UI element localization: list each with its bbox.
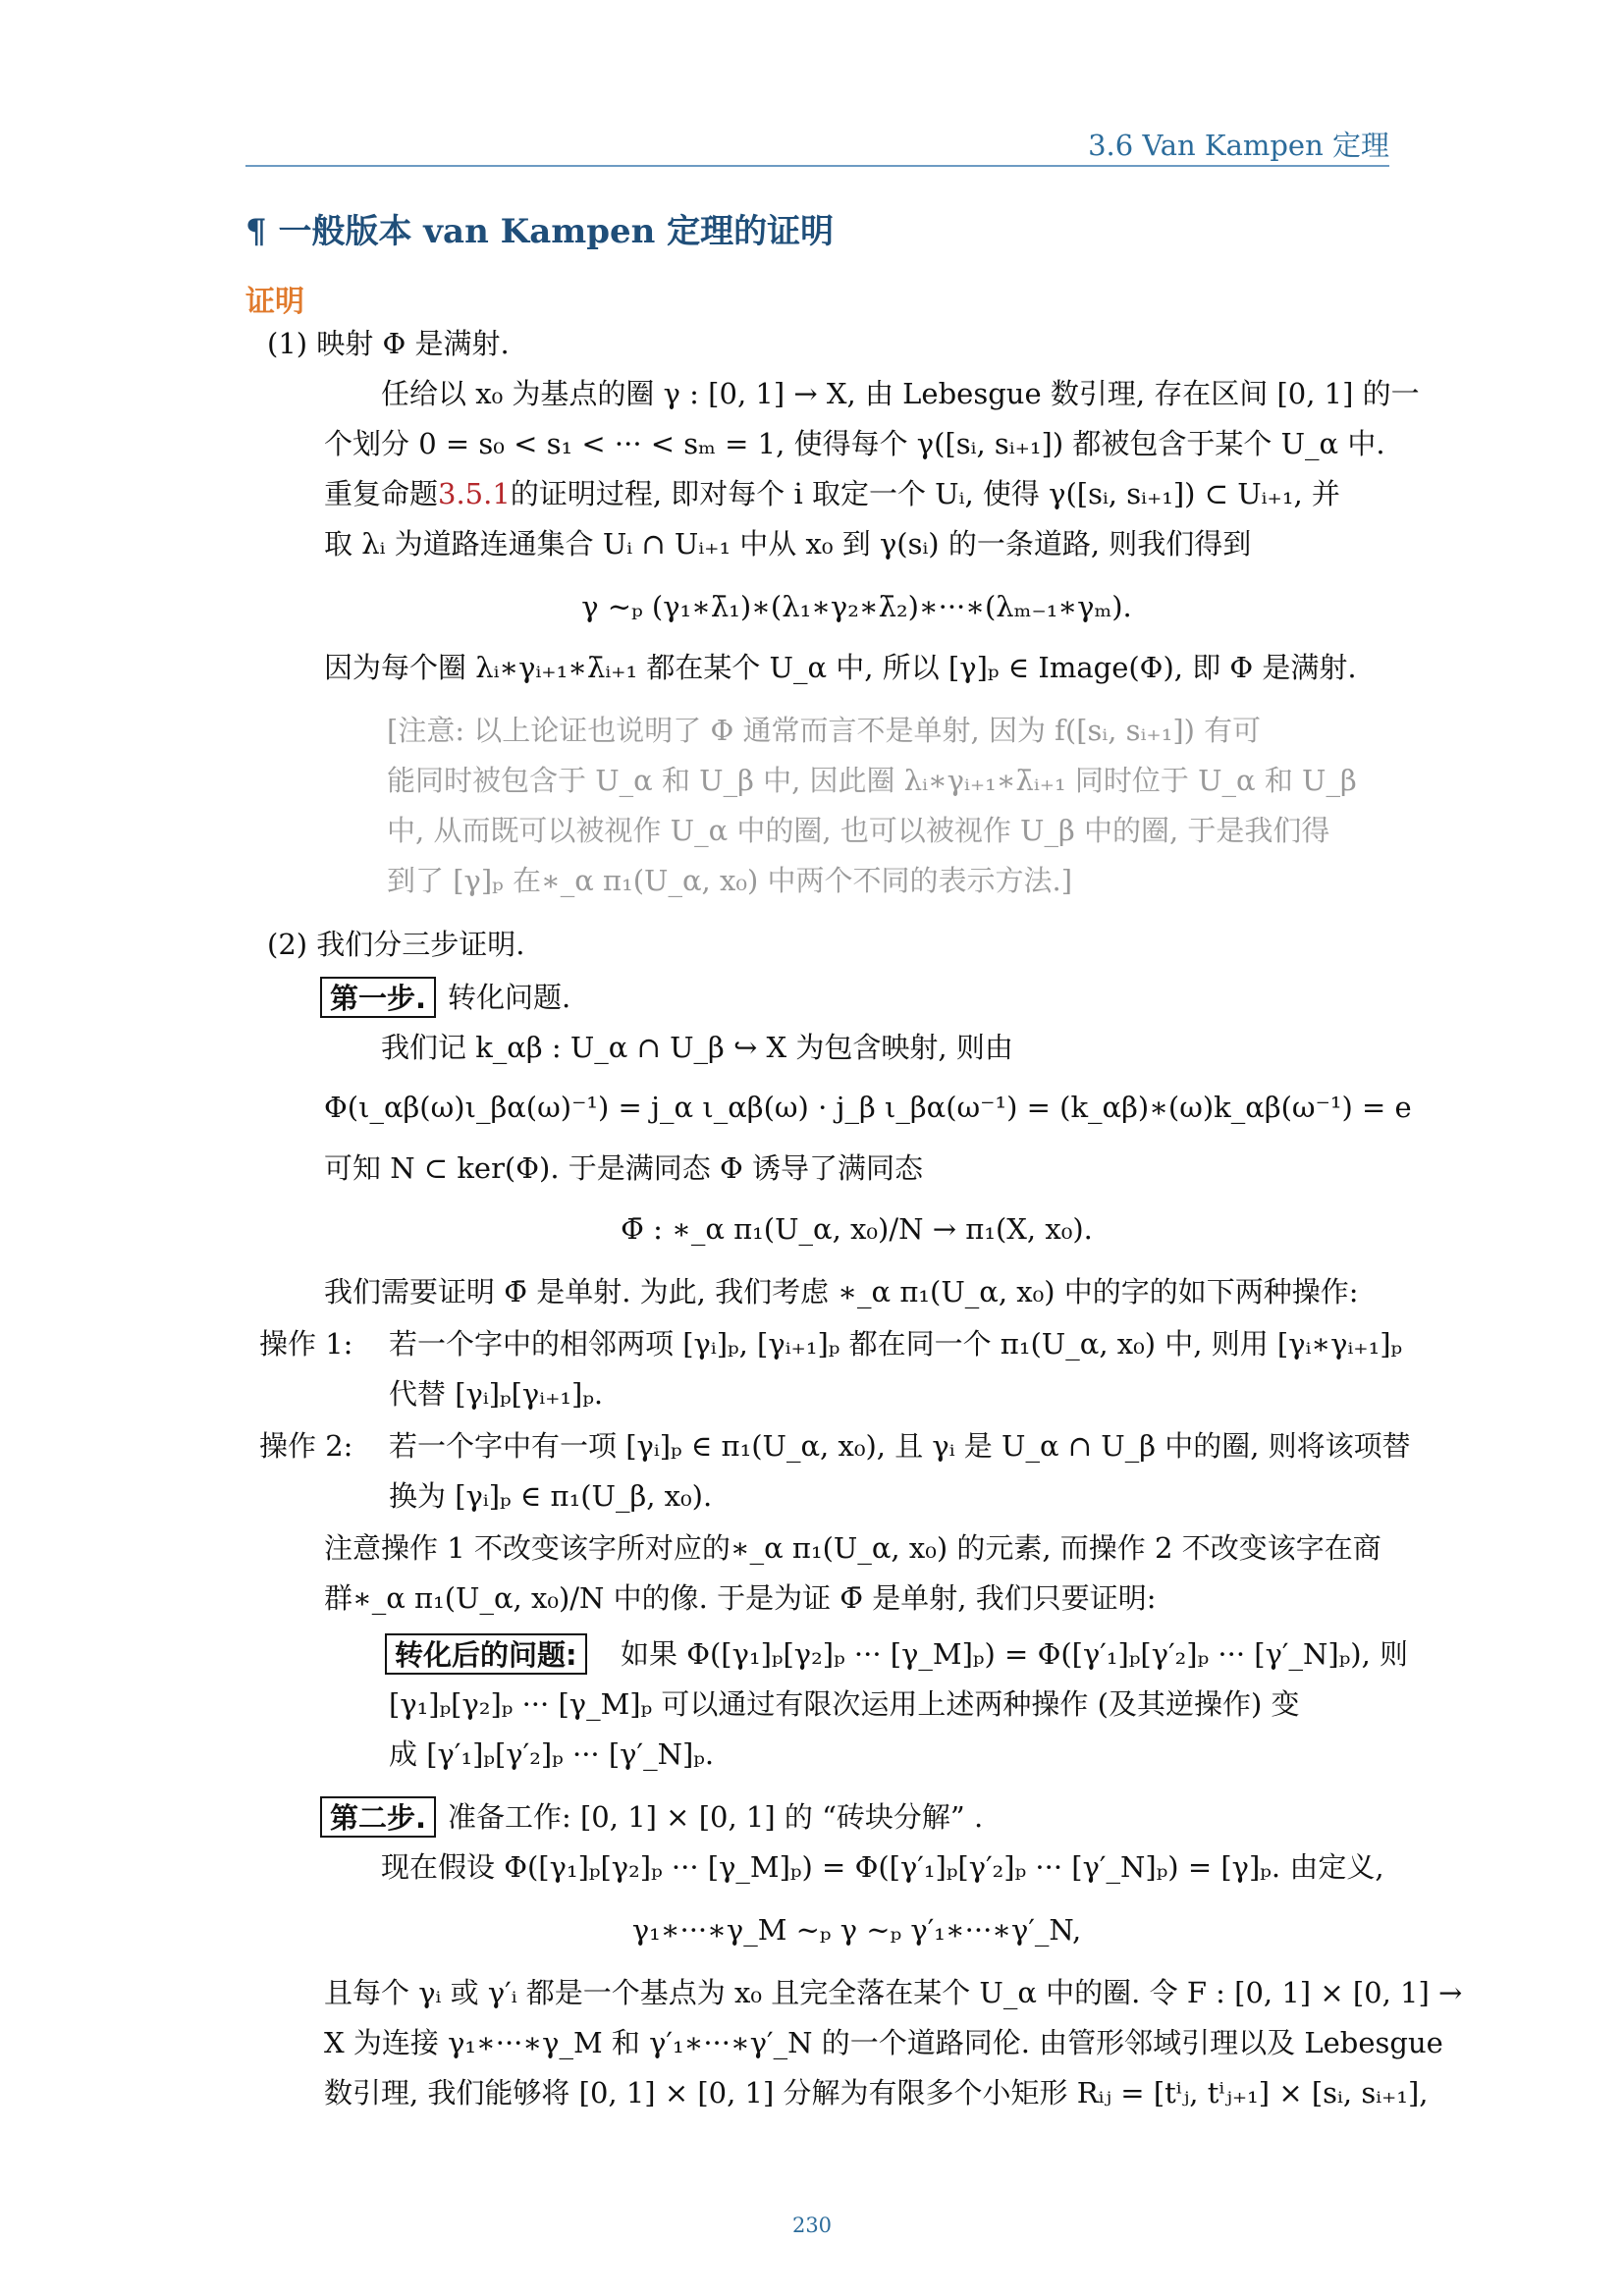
- step2-paragraph-line: X 为连接 γ₁∗···∗γ_M 和 γ′₁∗···∗γ′_N 的一个道路同伦. 由管形邻域引理以及 Lebesgue: [324, 2026, 1443, 2059]
- step1-paragraph-line: 我们需要证明 Φ̄ 是单射. 为此, 我们考虑 ∗_α π₁(U_α, x₀) 中的字的如下两种操作:: [324, 1275, 1359, 1308]
- equation-display: Φ̄ : ∗_α π₁(U_α, x₀)/N → π₁(X, x₀).: [621, 1212, 1093, 1246]
- operation2-line: 若一个字中有一项 [γᵢ]ₚ ∈ π₁(U_α, x₀), 且 γᵢ 是 U_α ∩ U_β 中的圈, 则将该项替: [389, 1429, 1411, 1463]
- problem-line: 成 [γ′₁]ₚ[γ′₂]ₚ ··· [γ′_N]ₚ.: [389, 1737, 715, 1771]
- header-rule: [245, 165, 1389, 167]
- part2-title: (2) 我们分三步证明.: [267, 928, 525, 961]
- text-fragment: 的证明过程, 即对每个 i 取定一个 Uᵢ, 使得 γ([sᵢ, sᵢ₊₁]) ⊂ Uᵢ₊₁, 并: [510, 477, 1340, 510]
- page-number: 230: [791, 2214, 833, 2237]
- proof-label: 证明: [245, 285, 304, 319]
- part1-paragraph-line: 因为每个圈 λᵢ∗γᵢ₊₁∗λ̄ᵢ₊₁ 都在某个 U_α 中, 所以 [γ]ₚ ∈ Image(Φ), 即 Φ 是满射.: [324, 651, 1357, 684]
- step2-title: 准备工作: [0, 1] × [0, 1] 的 “砖块分解” .: [448, 1800, 984, 1834]
- operation2-label: 操作 2:: [259, 1429, 353, 1463]
- part1-paragraph-line: 个划分 0 = s₀ < s₁ < ··· < sₘ = 1, 使得每个 γ([sᵢ, sᵢ₊₁]) 都被包含于某个 U_α 中.: [324, 427, 1385, 460]
- section-heading: ¶ 一般版本 van Kampen 定理的证明: [245, 212, 835, 251]
- step1-label-box: 第一步.: [320, 977, 436, 1018]
- operation1-label: 操作 1:: [259, 1327, 353, 1361]
- proposition-reference-link[interactable]: 3.5.1: [438, 477, 511, 510]
- step1-paragraph-line: 可知 N ⊂ ker(Φ). 于是满同态 Φ 诱导了满同态: [324, 1151, 923, 1185]
- step2-paragraph-line: 数引理, 我们能够将 [0, 1] × [0, 1] 分解为有限多个小矩形 Rᵢⱼ = [tⁱⱼ, tⁱⱼ₊₁] × [sᵢ, sᵢ₊₁],: [324, 2076, 1429, 2109]
- step2-label-box: 第二步.: [320, 1796, 436, 1838]
- note-line: 到了 [γ]ₚ 在∗_α π₁(U_α, x₀) 中两个不同的表示方法.]: [387, 864, 1073, 897]
- step2-paragraph-line: 且每个 γᵢ 或 γ′ᵢ 都是一个基点为 x₀ 且完全落在某个 U_α 中的圈. 令 F : [0, 1] × [0, 1] →: [324, 1976, 1463, 2009]
- problem-line: [γ₁]ₚ[γ₂]ₚ ··· [γ_M]ₚ 可以通过有限次运用上述两种操作 (及其逆操作) 变: [389, 1687, 1300, 1721]
- operation2-line: 换为 [γᵢ]ₚ ∈ π₁(U_β, x₀).: [389, 1479, 713, 1513]
- transformed-problem-label-box: 转化后的问题:: [385, 1633, 587, 1675]
- equation-display: γ₁∗···∗γ_M ∼ₚ γ ∼ₚ γ′₁∗···∗γ′_N,: [631, 1913, 1082, 1947]
- note-line: 中, 从而既可以被视作 U_α 中的圈, 也可以被视作 U_β 中的圈, 于是我们得: [387, 814, 1330, 847]
- part1-paragraph-line: 任给以 x₀ 为基点的圈 γ : [0, 1] → X, 由 Lebesgue 数引理, 存在区间 [0, 1] 的一: [381, 377, 1420, 410]
- step2-paragraph-line: 现在假设 Φ([γ₁]ₚ[γ₂]ₚ ··· [γ_M]ₚ) = Φ([γ′₁]ₚ[γ′₂]ₚ ··· [γ′_N]ₚ) = [γ]ₚ. 由定义,: [381, 1850, 1384, 1884]
- note-line: 能同时被包含于 U_α 和 U_β 中, 因此圈 λᵢ∗γᵢ₊₁∗λ̄ᵢ₊₁ 同时位于 U_α 和 U_β: [387, 764, 1357, 797]
- step1-paragraph-line: 我们记 k_αβ : U_α ∩ U_β ↪ X 为包含映射, 则由: [381, 1031, 1013, 1064]
- note-line: [注意: 以上论证也说明了 Φ 通常而言不是单射, 因为 f([sᵢ, sᵢ₊₁]) 有可: [387, 714, 1262, 747]
- running-header: 3.6 Van Kampen 定理: [1088, 129, 1389, 162]
- equation-display: Φ(ι_αβ(ω)ι_βα(ω)⁻¹) = j_α ι_αβ(ω) · j_β ι_βα(ω⁻¹) = (k_αβ)∗(ω)k_αβ(ω⁻¹) = e: [324, 1091, 1412, 1124]
- problem-line: 如果 Φ([γ₁]ₚ[γ₂]ₚ ··· [γ_M]ₚ) = Φ([γ′₁]ₚ[γ′₂]ₚ ··· [γ′_N]ₚ), 则: [621, 1637, 1409, 1671]
- operation1-line: 代替 [γᵢ]ₚ[γᵢ₊₁]ₚ.: [389, 1377, 604, 1411]
- step1-paragraph-line: 注意操作 1 不改变该字所对应的∗_α π₁(U_α, x₀) 的元素, 而操作 2 不改变该字在商: [324, 1531, 1381, 1565]
- part1-paragraph-line: 取 λᵢ 为道路连通集合 Uᵢ ∩ Uᵢ₊₁ 中从 x₀ 到 γ(sᵢ) 的一条道路, 则我们得到: [324, 527, 1252, 561]
- text-fragment: 重复命题: [324, 477, 439, 510]
- equation-display: γ ∼ₚ (γ₁∗λ̄₁)∗(λ₁∗γ₂∗λ̄₂)∗···∗(λₘ₋₁∗γₘ).: [581, 590, 1132, 623]
- step1-paragraph-line: 群∗_α π₁(U_α, x₀)/N 中的像. 于是为证 Φ̄ 是单射, 我们只要证明:: [324, 1581, 1157, 1615]
- part1-title: (1) 映射 Φ 是满射.: [267, 327, 510, 360]
- step1-title: 转化问题.: [448, 981, 571, 1014]
- operation1-line: 若一个字中的相邻两项 [γᵢ]ₚ, [γᵢ₊₁]ₚ 都在同一个 π₁(U_α, x₀) 中, 则用 [γᵢ∗γᵢ₊₁]ₚ: [389, 1327, 1403, 1361]
- part1-paragraph-line: [324, 474, 1340, 513]
